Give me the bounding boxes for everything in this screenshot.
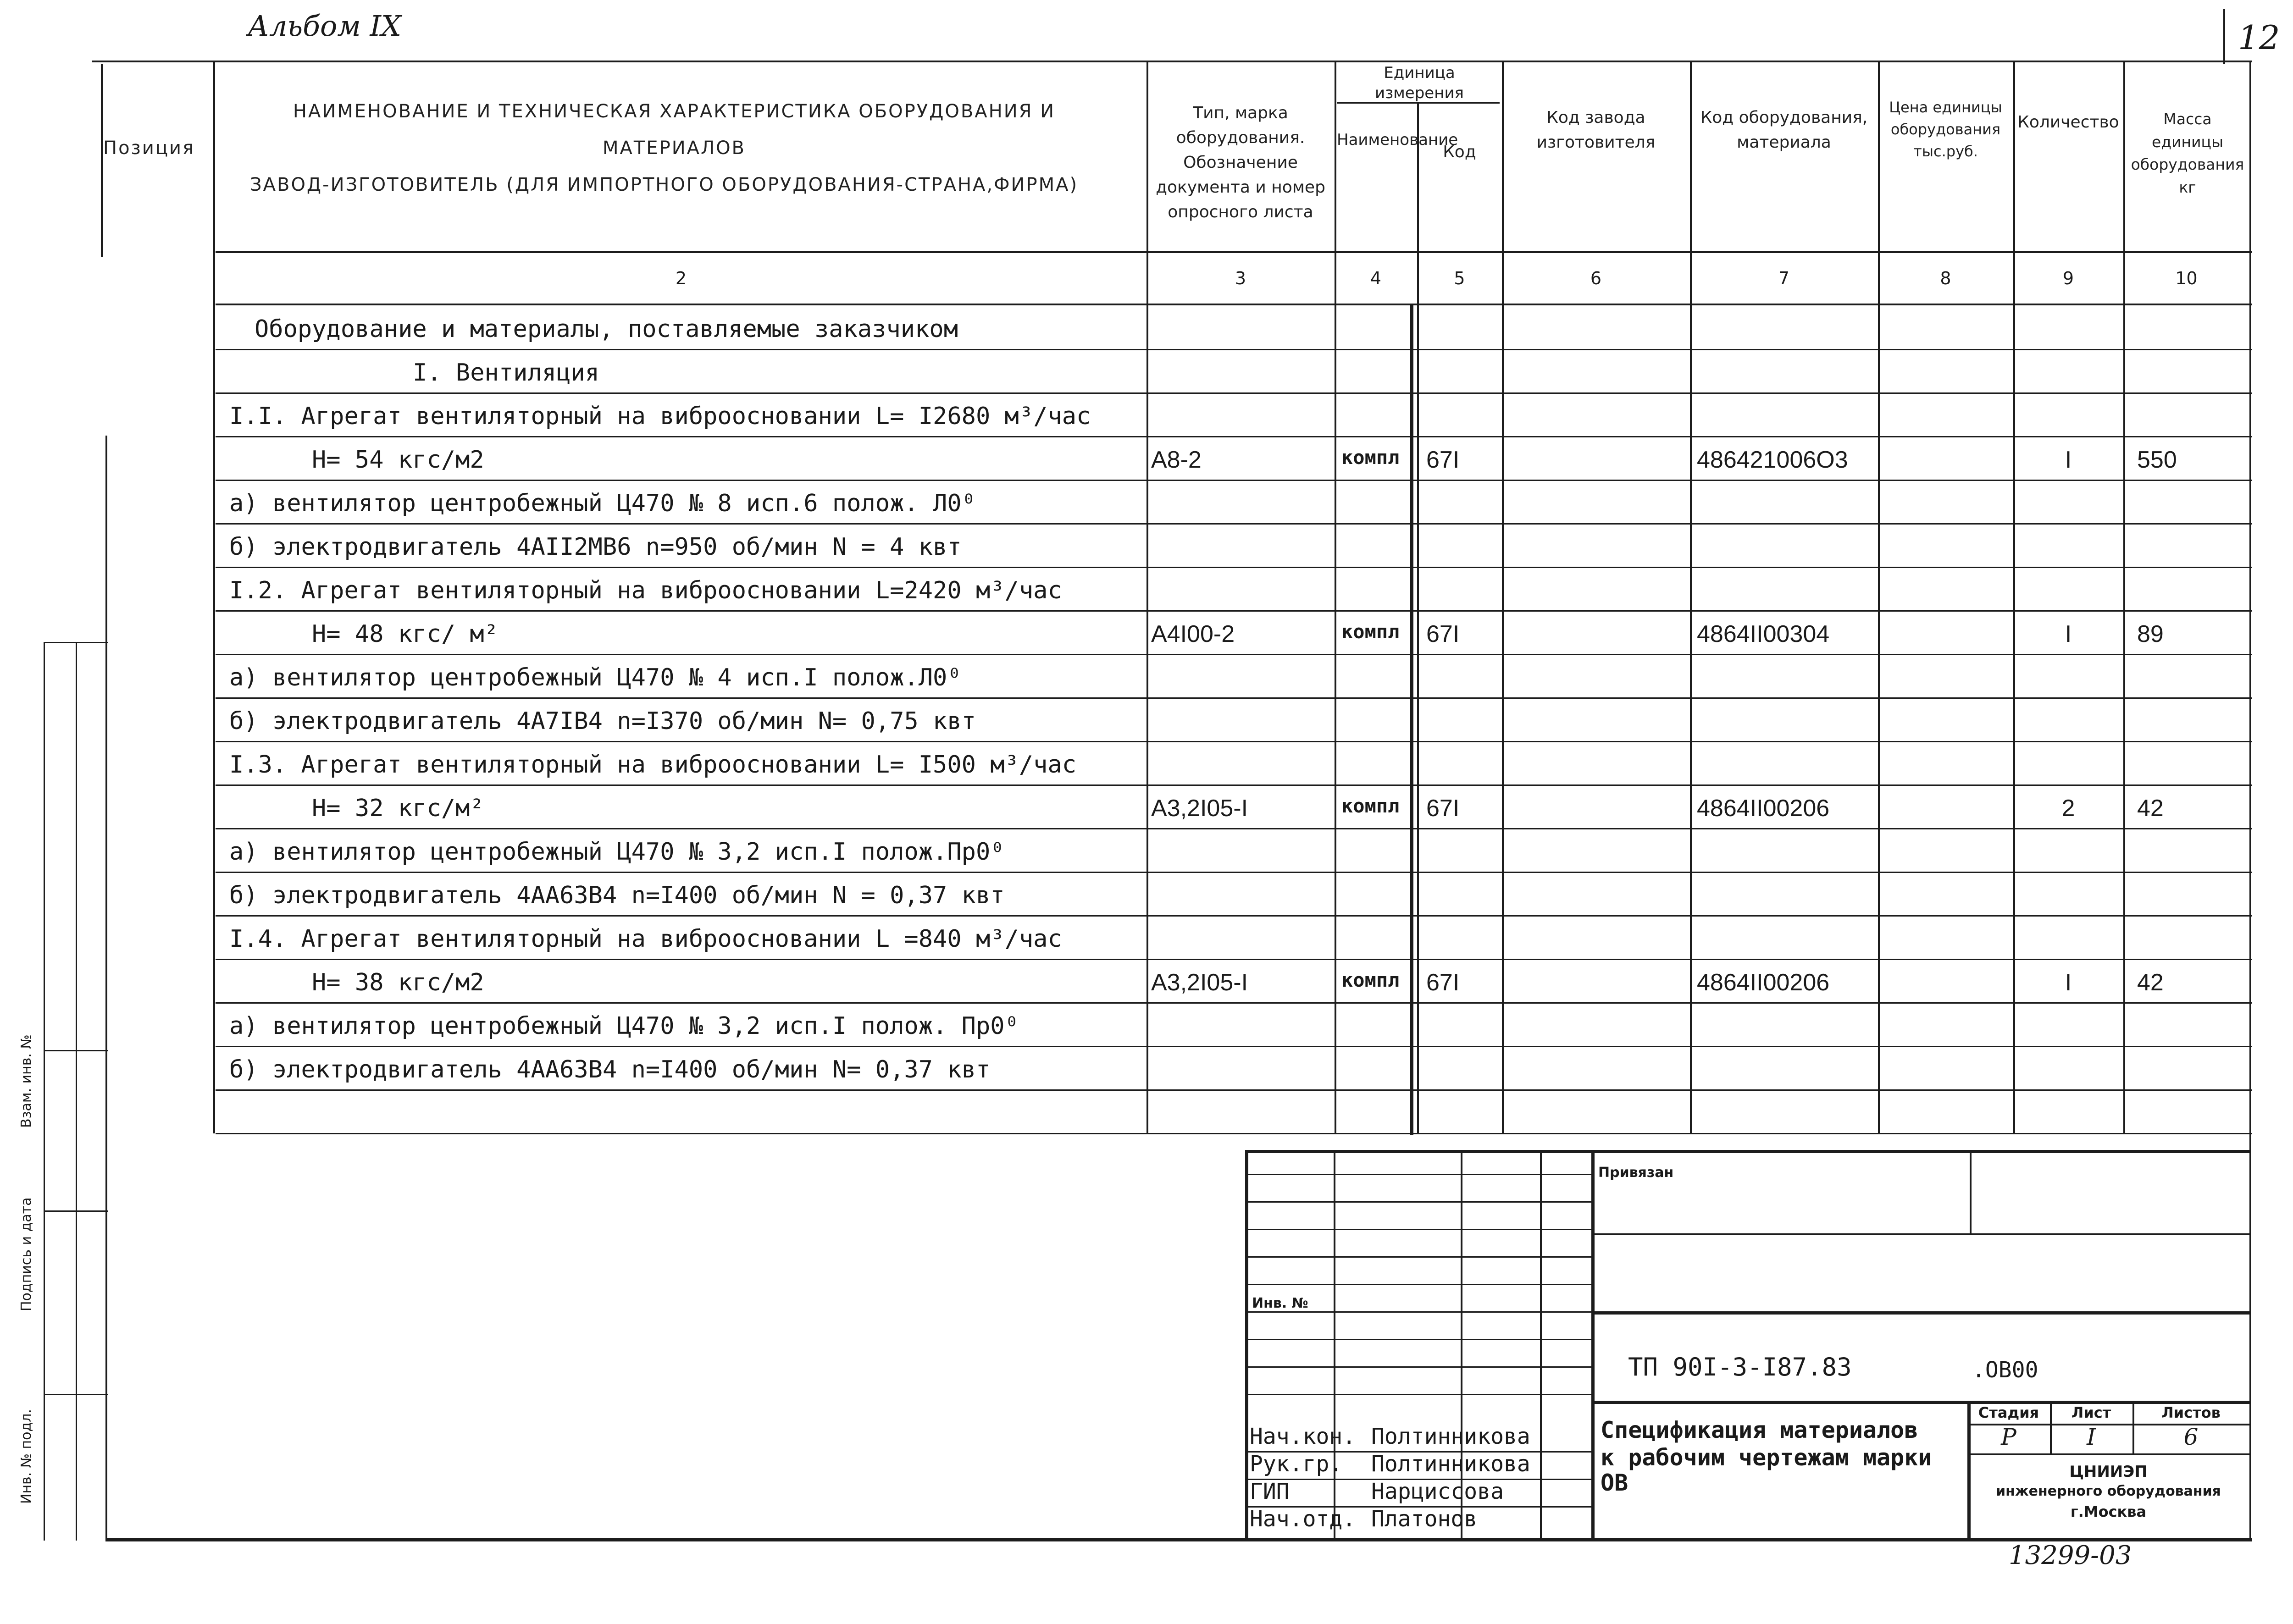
col-line-factory-code [1502, 61, 1504, 1133]
header-unit-group: Единица измерения [1374, 64, 1464, 103]
row-type: А3,2I05-I [1151, 795, 1248, 822]
column-number: 9 [2062, 268, 2074, 288]
row-name: а) вентилятор центробежный Ц470 № 3,2 исп.I полож.Пр0⁰ [229, 838, 1005, 866]
column-number: 2 [675, 268, 687, 288]
doc-code-suffix: .ОВ00 [1972, 1357, 2038, 1383]
side-stamp-line3 [44, 1210, 108, 1212]
row-name: б) электродвигатель 4АII2МВ6 n=950 об/мин N = 4 квт [229, 533, 962, 561]
col-line-code-bold [1410, 305, 1413, 1135]
row-equipment-code: 4864II00206 [1697, 795, 1830, 822]
sheet-label: Лист [2071, 1404, 2111, 1421]
col-line-quantity [2013, 61, 2015, 1133]
column-number: 7 [1778, 268, 1790, 288]
column-number: 4 [1370, 268, 1382, 288]
title-block-grid-line [1245, 1174, 1591, 1175]
tb-privyazan-bottom [1591, 1233, 2249, 1235]
row-name: Оборудование и материалы, поставляемые заказчиком [255, 315, 958, 343]
row-divider [216, 610, 2252, 612]
row-divider [216, 959, 2252, 960]
org-line2: инженерного оборудования [1996, 1483, 2221, 1499]
header-quantity: Количество [2017, 113, 2119, 132]
corner-border [2223, 9, 2225, 64]
page-bottom-border [105, 1538, 2252, 1541]
row-code: 67I [1426, 621, 1460, 647]
left-frame-top [101, 64, 103, 257]
side-stamp-inner [76, 642, 77, 1541]
title-block-grid-line [1245, 1201, 1591, 1203]
title-block-grid-line [1245, 1311, 1591, 1313]
title-block-mid [1591, 1150, 1595, 1540]
title-line1: Спецификация материалов [1601, 1417, 1918, 1443]
row-name: а) вентилятор центробежный Ц470 № 8 исп.6 полож. Л0⁰ [229, 490, 976, 517]
row-name: I.I. Агрегат вентиляторный на виброосновании L= I2680 м³/час [229, 403, 1091, 430]
privyazan-label: Привязан [1598, 1165, 1674, 1181]
tb-stage-val-line [1967, 1453, 2249, 1455]
header-name-line2: МАТЕРИАЛОВ [603, 138, 746, 159]
title-block-grid-line [1245, 1229, 1591, 1230]
row-name: I. Вентиляция [413, 359, 599, 387]
row-name: б) электродвигатель 4АА63В4 n=I400 об/мин N= 0,37 квт [229, 1056, 991, 1083]
row-quantity: I [2065, 447, 2072, 473]
side-label-replaced: Взам. инв. № [18, 1034, 34, 1128]
row-unit: компл [1341, 620, 1400, 643]
row-quantity: I [2065, 969, 2072, 996]
side-label-inventory: Инв. № подл. [18, 1409, 34, 1504]
header-name-line3: ЗАВОД-ИЗГОТОВИТЕЛЬ (ДЛЯ ИМПОРТНОГО ОБОРУДОВАНИЯ-СТРАНА,ФИРМА) [250, 174, 1079, 195]
colnum-bottom-border [216, 304, 2252, 305]
tb-code-top [1591, 1311, 2249, 1315]
row-mass: 550 [2137, 447, 2177, 473]
role-2: Рук.гр. [1250, 1451, 1343, 1477]
header-unit-name: Наименование [1337, 131, 1458, 149]
row-equipment-code: 4864II00206 [1697, 969, 1830, 996]
title-line2: к рабочим чертежам марки [1601, 1444, 1932, 1471]
row-divider [216, 392, 2252, 394]
name-3: Нарциссова [1371, 1479, 1504, 1504]
row-mass: 42 [2137, 969, 2164, 996]
row-divider [216, 1089, 2252, 1091]
side-stamp-line2 [44, 1050, 108, 1051]
title-block-grid-line [1245, 1256, 1591, 1258]
row-divider [216, 872, 2252, 873]
column-number: 5 [1454, 268, 1465, 288]
row-mass: 42 [2137, 795, 2164, 822]
title-block-grid-line [1245, 1394, 1591, 1395]
col-line-mass [2123, 61, 2125, 1133]
side-stamp-outer [44, 642, 45, 1541]
tb-col1 [1334, 1150, 1335, 1540]
col-line-equipment-code [1690, 61, 1692, 1133]
row-divider [216, 1133, 2252, 1134]
side-label-signature: Подпись и дата [18, 1197, 34, 1311]
title-block-grid-line [1245, 1284, 1591, 1285]
stage-value: Р [2001, 1424, 2016, 1450]
row-divider [216, 784, 2252, 786]
album-label: Альбом IX [248, 9, 402, 43]
name-1: Полтинникова [1371, 1424, 1530, 1449]
row-name: б) электродвигатель 4А7IВ4 n=I370 об/мин N= 0,75 квт [229, 707, 976, 735]
title-block-left [1245, 1150, 1248, 1540]
inv-no-label: Инв. № [1252, 1295, 1308, 1311]
row-code: 67I [1426, 795, 1460, 822]
header-name-line1: НАИМЕНОВАНИЕ И ТЕХНИЧЕСКАЯ ХАРАКТЕРИСТИКА ОБОРУДОВАНИЯ И [293, 101, 1056, 122]
left-frame [105, 436, 107, 1538]
row-type: А8-2 [1151, 447, 1202, 473]
org-line3: г.Москва [2070, 1503, 2147, 1520]
column-number: 3 [1235, 268, 1246, 288]
tb-privyazan-split [1970, 1150, 1972, 1233]
row-divider [216, 1046, 2252, 1047]
row-code: 67I [1426, 447, 1460, 473]
row-divider [216, 436, 2252, 437]
table-right-border [2249, 61, 2251, 1540]
title-line3: ОВ [1601, 1469, 1628, 1496]
row-equipment-code: 4864II00304 [1697, 621, 1830, 647]
tb-code-bottom [1591, 1401, 2249, 1404]
header-price: Цена единицы оборудования тыс.руб. [1889, 99, 2002, 160]
col-line-name [213, 61, 215, 1133]
row-divider [216, 915, 2252, 917]
sheets-label: Листов [2161, 1404, 2221, 1421]
row-unit: компл [1341, 795, 1400, 817]
title-block-grid-line [1245, 1366, 1591, 1368]
row-divider [216, 741, 2252, 742]
row-name: I.2. Агрегат вентиляторный на виброосновании L=2420 м³/час [229, 577, 1062, 604]
sheets-value: 6 [2183, 1424, 2199, 1450]
row-unit: компл [1341, 969, 1400, 991]
sheet-value: I [2087, 1424, 2096, 1450]
row-name: H= 32 кгс/м² [312, 795, 484, 822]
col-line-unit-code [1417, 102, 1419, 1133]
row-mass: 89 [2137, 621, 2164, 647]
doc-code: ТП 90I-3-I87.83 [1628, 1353, 1852, 1381]
role-1: Нач.кон. [1250, 1424, 1356, 1449]
row-divider [216, 697, 2252, 699]
row-divider [216, 828, 2252, 829]
column-number: 8 [1940, 268, 1951, 288]
side-stamp-line1 [44, 642, 108, 643]
col-line-unit-name [1335, 61, 1336, 1133]
row-name: I.3. Агрегат вентиляторный на виброосновании L= I500 м³/час [229, 751, 1077, 779]
col-line-price [1878, 61, 1880, 1133]
stage-label: Стадия [1978, 1404, 2039, 1421]
row-divider [216, 1002, 2252, 1004]
row-name: H= 54 кгс/м2 [312, 446, 484, 474]
role-line-3 [1245, 1506, 1591, 1508]
role-line-2 [1245, 1479, 1591, 1480]
title-block-grid-line [1245, 1339, 1591, 1340]
row-divider [216, 349, 2252, 350]
row-divider [216, 567, 2252, 568]
row-quantity: I [2065, 621, 2072, 647]
col-line-type [1146, 61, 1148, 1133]
row-type: А3,2I05-I [1151, 969, 1248, 996]
org-line1: ЦНИИЭП [2069, 1463, 2148, 1481]
column-number: 6 [1590, 268, 1602, 288]
row-unit: компл [1341, 446, 1400, 469]
row-divider [216, 480, 2252, 481]
archive-number: 13299-03 [2009, 1541, 2132, 1570]
header-mass: Масса единицы оборудования кг [2131, 110, 2244, 196]
row-quantity: 2 [2061, 795, 2075, 822]
header-bottom-border [216, 251, 2252, 253]
row-name: а) вентилятор центробежный Ц470 № 3,2 исп.I полож. Пр0⁰ [229, 1012, 1019, 1040]
role-4: Нач.отд. [1250, 1506, 1356, 1532]
name-4: Платонов [1371, 1506, 1478, 1532]
role-line-1 [1245, 1451, 1591, 1453]
title-block-top [1245, 1150, 2249, 1153]
row-name: H= 38 кгс/м2 [312, 969, 484, 996]
tb-col3 [1540, 1150, 1542, 1540]
header-position: Позиция [103, 138, 195, 159]
row-type: А4I00-2 [1151, 621, 1235, 647]
row-divider [216, 654, 2252, 655]
role-3: ГИП [1250, 1479, 1290, 1504]
header-type-mark: Тип, марка оборудования. Обозначение документа и номер опросного листа [1156, 104, 1325, 221]
name-2: Полтинникова [1371, 1451, 1530, 1477]
sheet-corner-number: 12 [2238, 18, 2280, 57]
header-factory-code: Код завода изготовителя [1536, 108, 1656, 152]
row-name: б) электродвигатель 4АА63В4 n=I400 об/мин N = 0,37 квт [229, 882, 1005, 909]
table-top-border [92, 61, 2252, 62]
row-name: а) вентилятор центробежный Ц470 № 4 исп.I полож.Л0⁰ [229, 664, 962, 691]
row-name: H= 48 кгс/ м² [312, 620, 498, 648]
row-equipment-code: 486421006О3 [1697, 447, 1848, 473]
side-stamp-line4 [44, 1394, 108, 1395]
row-divider [216, 523, 2252, 525]
header-unit-code: Код [1443, 143, 1476, 161]
header-equipment-code: Код оборудования, материала [1700, 108, 1868, 152]
column-number: 10 [2175, 268, 2198, 288]
row-code: 67I [1426, 969, 1460, 996]
row-name: I.4. Агрегат вентиляторный на виброосновании L =840 м³/час [229, 925, 1062, 953]
